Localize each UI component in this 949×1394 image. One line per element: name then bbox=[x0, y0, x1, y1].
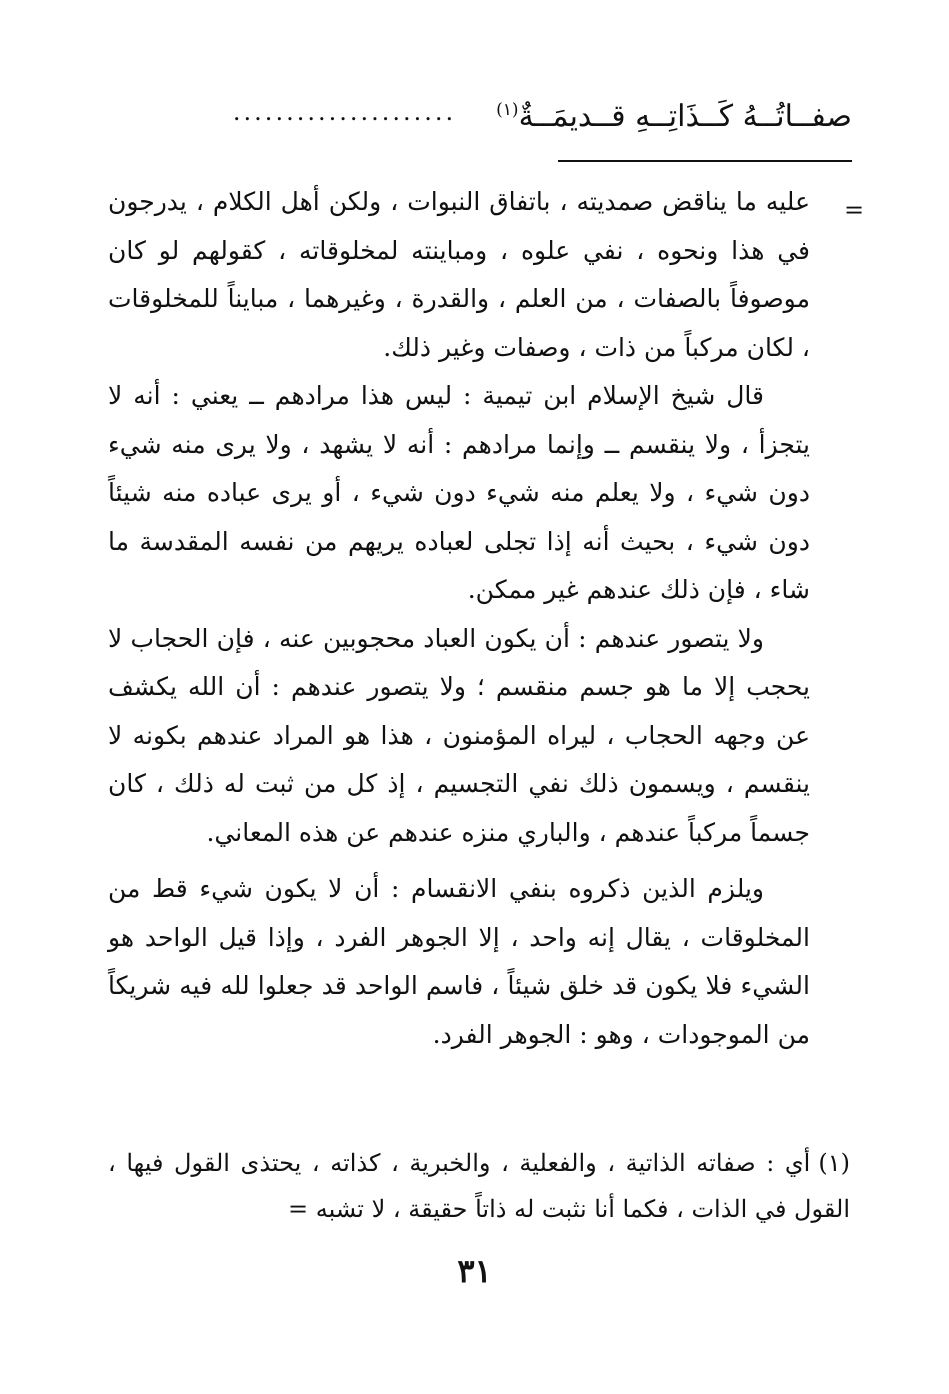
header-title bbox=[496, 99, 852, 134]
header-dot-leader: ..................... bbox=[232, 98, 457, 126]
footnote-paragraph bbox=[108, 1140, 850, 1232]
header-title-text: صفــاتُــهُ كَــذَاتِــهِ قــديمَــةٌ bbox=[518, 99, 852, 134]
main-text bbox=[108, 178, 810, 1059]
footnote bbox=[108, 1140, 850, 1232]
running-header bbox=[110, 78, 852, 134]
header-footnote-ref: (١) bbox=[496, 100, 519, 120]
footnote-text: أي : صفاته الذاتية ، والفعلية ، والخبرية ، كذاته ، يحتذى القول فيها ، القول في الذات ، فكما أنا نثبت له ذاتاً حقيقة ، لا تشبه = bbox=[108, 1149, 850, 1223]
paragraph-2: قال شيخ الإسلام ابن تيمية : ليس هذا مرادهم ــ يعني : أنه لا يتجزأ ، ولا ينقسم ــ وإنما مرادهم : أنه لا يشهد ، ولا يرى منه شيء دون شيء ، ولا يعلم منه شيء دون شيء ، أو يرى عباده منه شيئاً دون شيء ، بحيث أنه إذا تجلى لعباده يريهم من نفسه المقدسة ما شاء ، فإن ذلك عندهم غير ممكن. bbox=[108, 381, 810, 604]
footnote-marker: (١) bbox=[818, 1149, 850, 1177]
header-divider bbox=[558, 160, 852, 162]
continuation-mark: = bbox=[844, 196, 865, 224]
paragraph-3: ولا يتصور عندهم : أن يكون العباد محجوبين عنه ، فإن الحجاب لا يحجب إلا ما هو جسم منقسم ؛ ولا يتصور عندهم : أن الله يكشف عن وجهه الحجاب ، ليراه المؤمنون ، هذا هو المراد عندهم بكونه لا ينقسم ، ويسمون ذلك نفي التجسيم ، إذ كل من ثبت له ذلك ، كان جسماً مركباً عندهم ، والباري منزه عندهم عن هذه المعاني. bbox=[108, 623, 810, 847]
paragraph-1: عليه ما يناقض صمديته ، باتفاق النبوات ، ولكن أهل الكلام ، يدرجون في هذا ونحوه ، نفي علوه ، ومباينته لمخلوقاته ، كقولهم لو كان موصوفاً بالصفات ، من العلم ، والقدرة ، وغيرهما ، مبايناً للمخلوقات ، لكان مركباً من ذات ، وصفات وغير ذلك. bbox=[108, 187, 810, 362]
paragraph-4: ويلزم الذين ذكروه بنفي الانقسام : أن لا يكون شيء قط من المخلوقات ، يقال إنه واحد ، إلا الجوهر الفرد ، وإذا قيل الواحد هو الشيء فلا يكون قد خلق شيئاً ، فاسم الواحد قد جعلوا لله فيه شريكاً من الموجودات ، وهو : الجوهر الفرد. bbox=[108, 874, 810, 1049]
page-number: ٣١ bbox=[457, 1252, 492, 1290]
